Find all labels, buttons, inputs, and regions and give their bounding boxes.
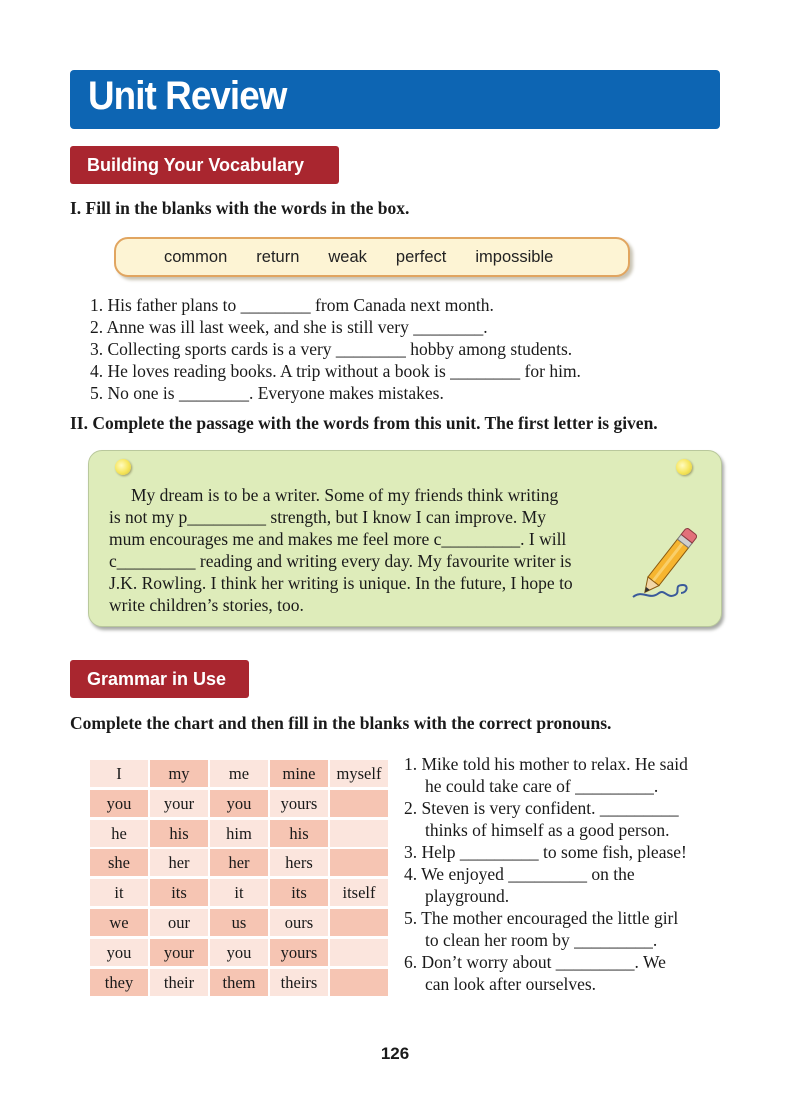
word-box-item: return bbox=[256, 247, 300, 266]
question-line: 4. We enjoyed _________ on the bbox=[404, 864, 635, 884]
chart-cell: yours bbox=[270, 939, 328, 966]
question-line: 1. Mike told his mother to relax. He said bbox=[404, 754, 688, 774]
passage-line: mum encourages me and makes me feel more c_________. I will bbox=[109, 529, 567, 549]
exercise-item: 1. His father plans to ________ from Canada next month. bbox=[90, 295, 494, 315]
exercise-item: 2. Anne was ill last week, and she is still very ________. bbox=[90, 317, 488, 337]
chart-cell: his bbox=[150, 820, 208, 847]
passage-line: write children’s stories, too. bbox=[109, 595, 304, 615]
chart-cell: mine bbox=[270, 760, 328, 787]
chart-cell: your bbox=[150, 790, 208, 817]
passage-text bbox=[109, 484, 629, 616]
chart-cell: he bbox=[90, 820, 148, 847]
grammar-question bbox=[404, 797, 734, 841]
chart-cell: my bbox=[150, 760, 208, 787]
vocabulary-exercise-list bbox=[90, 294, 581, 404]
chart-cell: you bbox=[210, 939, 268, 966]
grammar-question bbox=[404, 753, 734, 797]
chart-cell: it bbox=[90, 879, 148, 906]
passage-box bbox=[88, 450, 722, 627]
chart-cell: ours bbox=[270, 909, 328, 936]
question-line: to clean her room by _________. bbox=[425, 930, 658, 950]
chart-cell: theirs bbox=[270, 969, 328, 996]
chart-cell: hers bbox=[270, 849, 328, 876]
chart-cell: it bbox=[210, 879, 268, 906]
word-box-item: weak bbox=[328, 247, 367, 266]
grammar-question-list bbox=[404, 753, 734, 995]
question-line: 6. Don’t worry about _________. We bbox=[404, 952, 666, 972]
question-line: 2. Steven is very confident. _________ bbox=[404, 798, 679, 818]
chart-cell: me bbox=[210, 760, 268, 787]
chart-cell: I bbox=[90, 760, 148, 787]
passage-line: c_________ reading and writing every day. My favourite writer is bbox=[109, 551, 572, 571]
chart-cell-blank[interactable] bbox=[330, 939, 388, 966]
chart-cell: its bbox=[270, 879, 328, 906]
chart-cell-blank[interactable] bbox=[330, 849, 388, 876]
pushpin-icon bbox=[115, 459, 131, 475]
chart-cell: they bbox=[90, 969, 148, 996]
exercise-item: 4. He loves reading books. A trip without a book is ________ for him. bbox=[90, 361, 581, 381]
chart-cell-blank[interactable] bbox=[330, 790, 388, 817]
chart-cell-blank[interactable] bbox=[330, 909, 388, 936]
page-title: Unit Review bbox=[88, 74, 287, 118]
grammar-question bbox=[404, 951, 734, 995]
chart-cell: your bbox=[150, 939, 208, 966]
chart-cell: you bbox=[90, 939, 148, 966]
pushpin-icon bbox=[676, 459, 692, 475]
word-box-item: common bbox=[164, 247, 228, 266]
word-box-item: perfect bbox=[395, 247, 447, 266]
chart-cell: itself bbox=[330, 879, 388, 906]
exercise-item: 3. Collecting sports cards is a very ________ hobby among students. bbox=[90, 339, 573, 359]
chart-cell: her bbox=[210, 849, 268, 876]
word-box bbox=[114, 237, 630, 277]
question-line: thinks of himself as a good person. bbox=[425, 820, 670, 840]
page-number: 126 bbox=[380, 1044, 410, 1063]
passage-line: is not my p_________ strength, but I know I can improve. My bbox=[109, 507, 546, 527]
grammar-question bbox=[404, 841, 734, 863]
chart-cell: its bbox=[150, 879, 208, 906]
chart-cell: we bbox=[90, 909, 148, 936]
chart-cell: them bbox=[210, 969, 268, 996]
chart-cell: yours bbox=[270, 790, 328, 817]
chart-cell: you bbox=[210, 790, 268, 817]
chart-cell: him bbox=[210, 820, 268, 847]
chart-cell: our bbox=[150, 909, 208, 936]
instruction-part1: I. Fill in the blanks with the words in the box. bbox=[70, 198, 410, 218]
passage-line: My dream is to be a writer. Some of my friends think writing bbox=[131, 485, 559, 505]
section-label-grammar: Grammar in Use bbox=[70, 660, 249, 698]
chart-cell: us bbox=[210, 909, 268, 936]
chart-cell: his bbox=[270, 820, 328, 847]
question-line: 5. The mother encouraged the little girl bbox=[404, 908, 679, 928]
pronoun-chart bbox=[90, 760, 388, 996]
question-line: can look after ourselves. bbox=[425, 974, 597, 994]
instruction-part2: II. Complete the passage with the words from this unit. The first letter is given. bbox=[70, 413, 658, 433]
section-label-vocabulary: Building Your Vocabulary bbox=[70, 146, 339, 184]
chart-cell: you bbox=[90, 790, 148, 817]
chart-cell: their bbox=[150, 969, 208, 996]
question-line: playground. bbox=[425, 886, 510, 906]
chart-cell: she bbox=[90, 849, 148, 876]
pencil-icon bbox=[629, 519, 707, 605]
chart-cell: myself bbox=[330, 760, 388, 787]
passage-line: J.K. Rowling. I think her writing is unique. In the future, I hope to bbox=[109, 573, 573, 593]
chart-cell-blank[interactable] bbox=[330, 969, 388, 996]
grammar-question bbox=[404, 907, 734, 951]
unit-banner bbox=[70, 70, 720, 129]
question-line: he could take care of _________. bbox=[425, 776, 659, 796]
instruction-grammar: Complete the chart and then fill in the blanks with the correct pronouns. bbox=[70, 713, 612, 733]
grammar-question bbox=[404, 863, 734, 907]
exercise-item: 5. No one is ________. Everyone makes mistakes. bbox=[90, 383, 444, 403]
word-box-item: impossible bbox=[475, 247, 554, 266]
chart-cell-blank[interactable] bbox=[330, 820, 388, 847]
question-line: 3. Help _________ to some fish, please! bbox=[404, 842, 687, 862]
chart-cell: her bbox=[150, 849, 208, 876]
